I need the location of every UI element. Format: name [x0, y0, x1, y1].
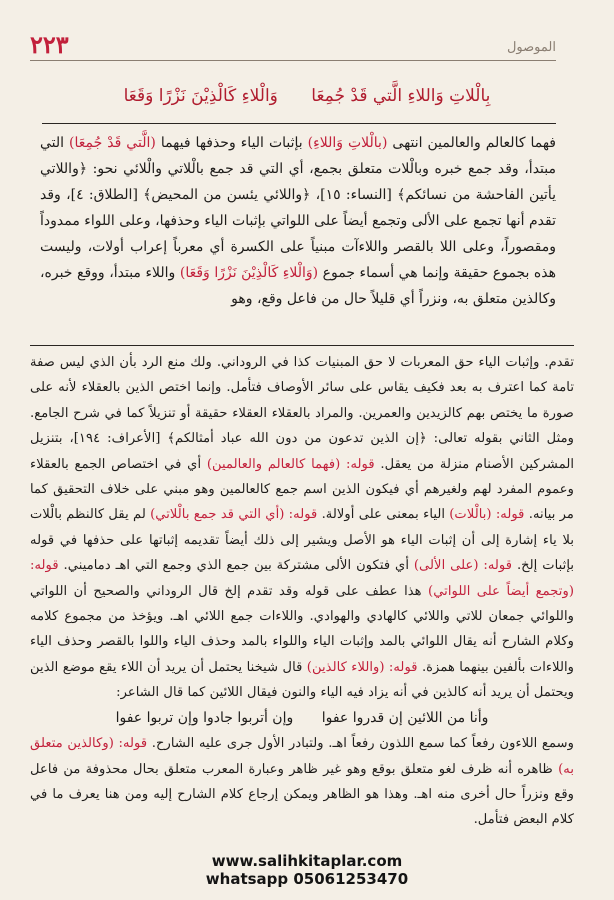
text-segment: واللاء مبتدأ، ووقع خبره، وكالذين متعلق به، ونزراً أي قليلاً حال من فاعل وقع، وهو [40, 265, 556, 307]
text-segment: وسمع اللاءون رفعاً كما سمع اللذون رفعاً اهـ. ولتبادر الأول جرى عليه الشارح. [147, 736, 574, 752]
text-segment: لم يقل كالنظم بالْلات بلا ياء إشارة إلى أن إثبات الياء هو الأصل ويشير إلى ذلك أيضاً تقديمه إثباتها على حذفها في قوله بإثبات إلخ. [30, 507, 575, 574]
section-divider [30, 345, 574, 346]
gloss-heading: قوله: (أي التي قد جمع بالْلاتي) [150, 507, 318, 523]
gloss-paragraph [30, 350, 574, 706]
marginal-gloss [30, 350, 574, 833]
gloss-heading: قوله: (فهما كالعالم والعالمين) [206, 456, 375, 472]
page-number: ٢٢٣ [30, 30, 69, 59]
gloss-heading: قوله: (بالْلات) [449, 507, 525, 523]
text-segment: ظاهره أنه ظرف لغو متعلق بوقع وهو غير ظاهر وعبارة المعرب متعلق بحال محذوفة من فاعل وقع ونزراً حال أخرى منه اهـ. وهذا هو الظاهر ويمكن إرجاع كلام الشارح إليه ومن هنا يعرف ما في كلام البعض فتأمل. [30, 761, 574, 828]
gloss-heading: قوله: (واللاء كالذين) [306, 659, 418, 675]
website-text: www.salihkitaplar.com [211, 852, 403, 870]
gloss-paragraph [30, 731, 574, 833]
gloss-heading: قوله: (وتجمع أيضاً على اللواتي) [30, 558, 574, 599]
whatsapp-text: whatsapp 05061253470 [205, 870, 409, 888]
watermark-footer [0, 852, 614, 888]
quoted-verse: (وَالْلاءِ كَالْذِيْنَ نَزْرًا وَقَعَا) [179, 265, 319, 281]
poem-left-hemistich: وإن أتربوا جادوا وإن تربوا عفوا [115, 709, 294, 726]
header-divider [30, 60, 556, 61]
main-commentary [40, 130, 556, 312]
gloss-heading: قوله: (وكالذين متعلق به) [30, 736, 574, 777]
poem-right-hemistich: وأنا من اللائين إن قدروا عفوا [321, 709, 489, 726]
text-segment: بإثبات الياء وحذفها فيهما [155, 135, 308, 151]
text-segment: تقدم. وإثبات الياء حق المعربات لا حق المبنيات كذا في الروداني. ولك منع الرد بأن الذي ليس صفة تامة كما اعترف به بعد فكيف يقاس على سائر الأوصاف فتأمل. وإنما اختص الذين بالعقلاء لأنه على صورة ما يختص بهم كالزيدين والعمرين. والمراد بالعقلاء العقلاء حقيقة أو تنزيلاً كما في شرح الجامع. ومثل الثاني بقوله تعالى: ﴿إن الذين تدعون من دون الله عباد أمثالكم﴾ [الأعراف: ١٩٤]، بتنزيل المشركين الأصنام منزلة من يعقل. [30, 355, 575, 472]
poetry-citation [30, 706, 574, 731]
main-paragraph [40, 130, 556, 312]
poetry-verse [60, 86, 554, 106]
section-title: الموصول [506, 40, 556, 55]
verse-left-hemistich: وَالْلاءِ كَالْذِيْنَ نَزْرًا وَقَعَا [123, 86, 278, 106]
quoted-verse: (الَّتي قَدْ جُمِعَا) [69, 135, 156, 151]
text-segment: التي مبتدأ، وقد جمع خبره وبالْلات متعلق بجمع، أي التي قد جمع بالْلاتي والْلائي نحو: ﴿واللاتي يأتين الفاحشة من نسائكم﴾ [النساء: ١٥]، ﴿واللائي يئسن من المحيض﴾ [الطلاق: ٤]، وقد تقدم أنها تجمع على الألى وتجمع أيضاً على اللواتي بإثبات الياء وحذفها، وعلى اللواء ممدوداً ومقصوراً، وعلى اللا بالقصر واللاءآت مبنياً على الكسرة أي معرباً إعراب أولات، وليست هذه بجموع حقيقة وإنما هي أسماء جموع [40, 135, 556, 281]
verse-right-hemistich: بِالْلاتِ وَاللاءِ الَّتي قَدْ جُمِعَا [311, 86, 491, 106]
text-segment: أي في اختصاص الجمع بالعقلاء وعموم المفرد لهم ولغيرهم أي فيكون الذين اسم جمع كالعالمين وهو مبني على خلاف التحقيق كما مر بيانه. [30, 456, 574, 523]
quoted-verse: (بالْلاتِ وَاللاءِ) [307, 135, 388, 151]
text-segment: قال شيخنا يحتمل أن يريد أن اللاء يقع موضع الذين ويحتمل أن يريد أنه كالذين في أنه يزاد فيه الياء والنون فيقال اللائين كما قال الشاعر: [30, 659, 574, 701]
text-segment: أي فتكون الألى مشتركة بين جمع الذي وجمع التي اهـ دماميني. [58, 558, 414, 574]
text-segment: فهما كالعالم والعالمين انتهى [387, 135, 556, 151]
text-segment: هذا عطف على قوله وقد تقدم إلخ قال الروداني والصحيح أن اللواتي واللوائي جمعان للاتي واللائي كالهادي والهوادي. واللاءات جمع اللائي اهـ. ويؤخذ من مجموع كلامه وكلام الشارح أنه يقال اللوائي بالمد وإثبات الياء واللواء بالمد وحذف الياء واللوا بالقصر وحذف الياء واللاءات بألفين بينهما همزة. [30, 583, 575, 675]
text-segment: الياء بمعنى على أولالة. [317, 507, 450, 523]
verse-divider [42, 123, 556, 124]
gloss-heading: قوله: (على الألى) [413, 558, 513, 574]
